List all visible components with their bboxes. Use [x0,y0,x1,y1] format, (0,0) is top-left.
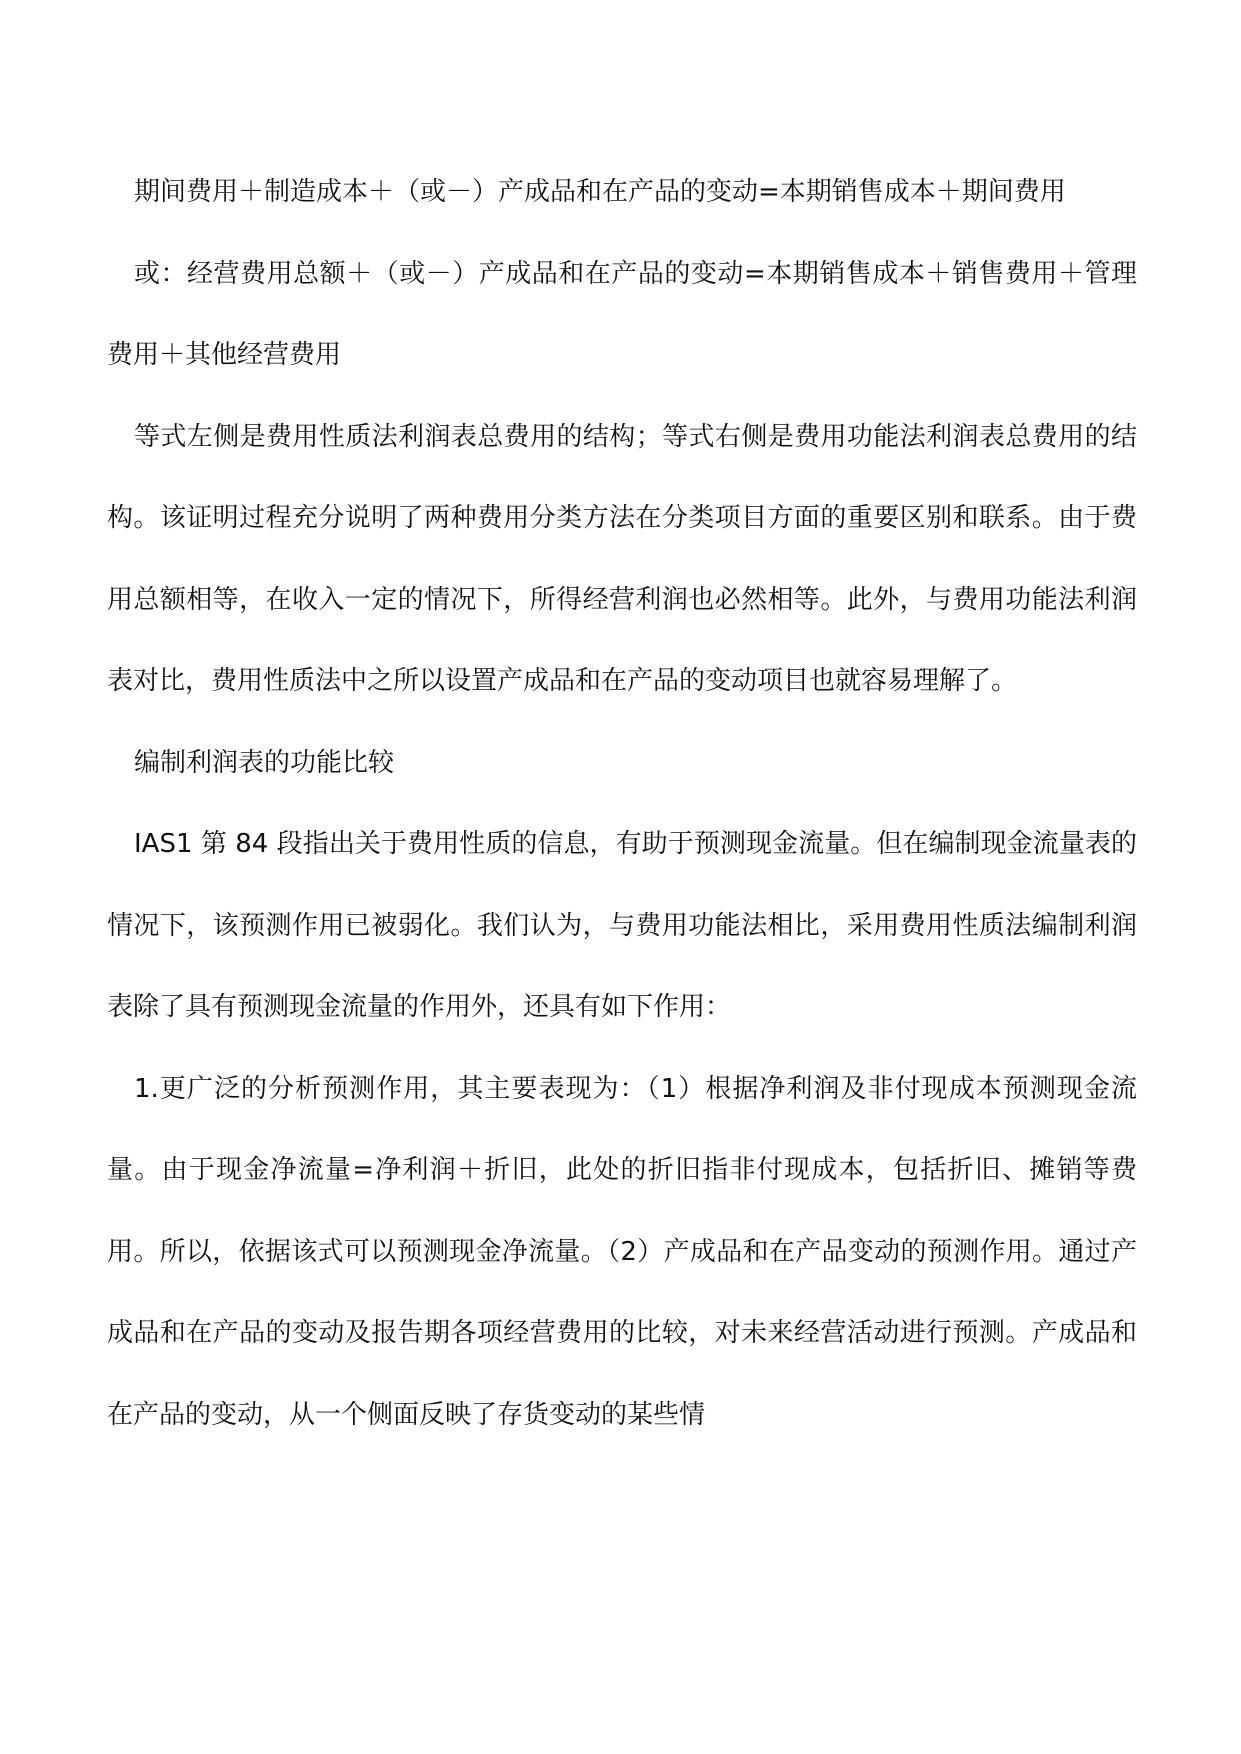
document-body [107,152,1137,1456]
paragraph-formula-2: 或：经营费用总额＋（或－）产成品和在产品的变动=本期销售成本＋销售费用＋管理费用＋其他经营费用 [107,258,1137,370]
paragraph-ias1: IAS1 第 84 段指出关于费用性质的信息，有助于预测现金流量。但在编制现金流量表的情况下，该预测作用已被弱化。我们认为，与费用功能法相比，采用费用性质法编制利润表除了具有预测现金流量的作用外，还具有如下作用： [107,829,1137,1022]
paragraph-formula-1: 期间费用＋制造成本＋（或－）产成品和在产品的变动=本期销售成本＋期间费用 [134,177,1066,207]
section-heading: 编制利润表的功能比较 [134,747,395,778]
paragraph-point-1: 1.更广泛的分析预测作用，其主要表现为：（1）根据净利润及非付现成本预测现金流量。由于现金净流量=净利润＋折旧，此处的折旧指非付现成本，包括折旧、摊销等费用。所以，依据该式可以预测现金净流量。（2）产成品和在产品变动的预测作用。通过产成品和在产品的变动及报告期各项经营费用的比较，对未来经营活动进行预测。产成品和在产品的变动，从一个侧面反映了存货变动的某些情 [107,1073,1137,1430]
paragraph-explanation: 等式左侧是费用性质法利润表总费用的结构；等式右侧是费用功能法利润表总费用的结构。该证明过程充分说明了两种费用分类方法在分类项目方面的重要区别和联系。由于费用总额相等，在收入一定的情况下，所得经营利润也必然相等。此外，与费用功能法利润表对比，费用性质法中之所以设置产成品和在产品的变动项目也就容易理解了。 [107,421,1137,696]
